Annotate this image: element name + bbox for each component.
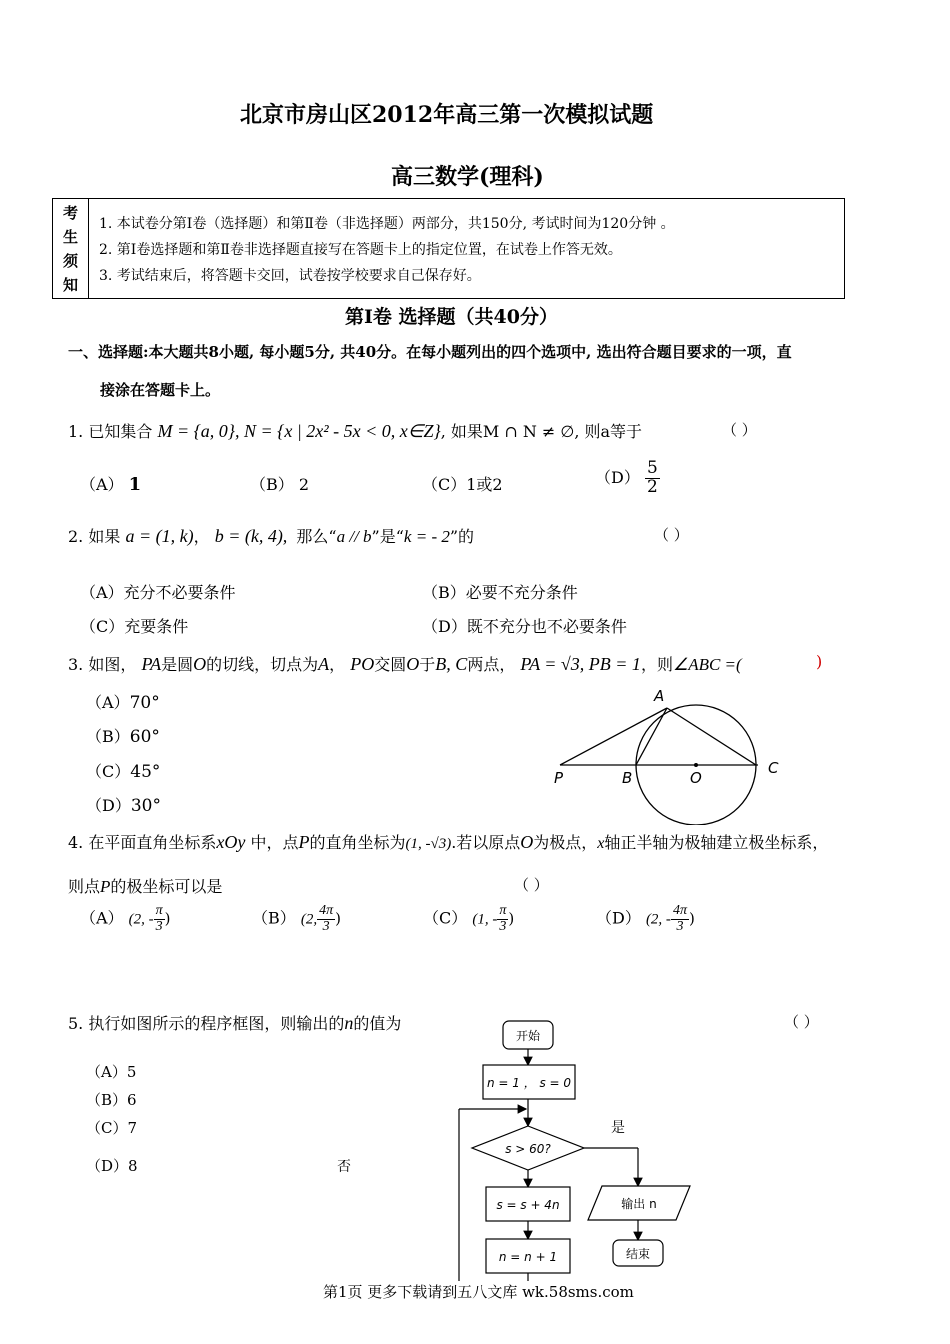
fraction-denominator: 3 <box>499 918 507 934</box>
fraction-denominator: 3 <box>155 918 163 934</box>
q1-stem <box>68 419 642 442</box>
option-value: ) <box>164 909 171 928</box>
q4-stem <box>68 830 828 853</box>
q3-math: O <box>193 654 207 674</box>
q4-text: 为极点， <box>533 833 598 852</box>
q1-set-n: , N = {x | 2x² - 5x < 0, x∈Z} <box>235 421 441 441</box>
flow-update-n-text: n = n + 1 <box>498 1250 558 1264</box>
q4-math: O <box>520 832 534 852</box>
q4-math: x <box>597 835 605 852</box>
q1-tail: , 如果M ∩ N ≠ ∅, 则a等于 <box>440 422 643 441</box>
q4-text: .若以原点 <box>451 833 521 852</box>
q2-prefix: 2. 如果 <box>68 527 121 546</box>
q3-stem <box>68 652 742 675</box>
q5-math: n <box>344 1013 354 1033</box>
option-label: （B） <box>86 727 130 746</box>
option-value: 1 <box>128 474 142 495</box>
q5-flowchart <box>450 1015 700 1300</box>
section-intro: 一、选择题:本大题共8小题, 每小题5分, 共40分。在每小题列出的四个选项中, 选出符合题目要求的一项，直 <box>68 343 792 361</box>
q3-text: 3. 如图， <box>68 655 137 674</box>
flow-yes-label: 是 <box>611 1120 625 1136</box>
option-label: （C） <box>422 475 467 494</box>
q4-text: 中，点 <box>250 833 299 852</box>
q4-math: xOy <box>216 832 246 852</box>
q5-option-c: （C）7 <box>86 1119 138 1137</box>
q2-option-c: （C）充要条件 <box>80 617 189 636</box>
center-dot <box>694 763 698 767</box>
q4-math: P <box>298 832 310 852</box>
q4-option-b <box>252 904 341 934</box>
q2-stem <box>68 524 474 547</box>
q3-math: PA = √3, PB = 1 <box>520 654 641 674</box>
q4-stem-line2 <box>68 874 222 897</box>
option-value: 30° <box>130 796 161 816</box>
notice-label-char: 考 <box>62 203 78 222</box>
q5-option-a: （A）5 <box>86 1063 137 1081</box>
q4-text: 的极坐标可以是 <box>110 877 223 896</box>
q2-option-b: （B）必要不充分条件 <box>422 583 578 602</box>
notice-item: 3. 考试结束后，将答题卡交回，试卷按学校要求自己保存好。 <box>99 268 481 284</box>
q3-option-d <box>86 793 161 816</box>
q3-math: O <box>406 654 420 674</box>
q3-option-a <box>86 690 160 713</box>
q2-vector-b: b = (k, 4), <box>214 526 288 546</box>
label-o: O <box>690 769 702 787</box>
option-label: （B） <box>250 475 294 494</box>
q2-condition: k = - 2 <box>403 527 450 546</box>
notice-box <box>52 198 845 299</box>
fraction-denominator: 2 <box>646 476 658 497</box>
notice-label <box>53 199 89 298</box>
q1-option-d <box>595 460 660 497</box>
q1-option-b <box>250 472 309 495</box>
q5-text: 的值为 <box>353 1014 402 1033</box>
q4-option-c <box>423 904 514 934</box>
q3-text: 交圆 <box>374 655 407 674</box>
notice-item: 2. 第Ⅰ卷选择题和第Ⅱ卷非选择题直接写在答题卡上的指定位置，在试卷上作答无效。 <box>99 242 622 258</box>
option-label: （A） <box>86 693 130 712</box>
q3-text: ，则 <box>640 655 673 674</box>
page-footer: 第1页 更多下载请到五八文库 wk.58sms.com <box>323 1283 634 1301</box>
q2-option-d: （D）既不充分也不必要条件 <box>422 617 627 636</box>
q4-math: (1, -√3) <box>405 836 452 852</box>
flow-end-text: 结束 <box>625 1247 651 1261</box>
flow-decision-text: s > 60? <box>505 1142 551 1156</box>
option-label: （B） <box>252 908 296 928</box>
q2-end: ”的 <box>449 527 475 546</box>
q1-option-a <box>80 472 141 495</box>
fraction-numerator: π <box>155 903 163 918</box>
page-subtitle: 高三数学(理科) <box>391 164 544 190</box>
q3-text: 的切线，切点为 <box>206 655 319 674</box>
option-value: 45° <box>130 762 161 782</box>
option-value: 70° <box>129 693 160 713</box>
q1-set-m: M = {a, 0} <box>157 421 235 441</box>
q3-text: 是圆 <box>161 655 194 674</box>
q4-text: 4. 在平面直角坐标系 <box>68 833 217 852</box>
page-title: 北京市房山区2012年高三第一次模拟试题 <box>240 102 654 128</box>
q1-prefix: 1. 已知集合 <box>68 422 153 441</box>
q4-option-a <box>80 904 171 934</box>
label-p: P <box>554 769 564 787</box>
notice-item: 1. 本试卷分第Ⅰ卷（选择题）和第Ⅱ卷（非选择题）两部分，共150分, 考试时间为120分钟 。 <box>99 216 675 232</box>
q4-text: 则点 <box>68 877 101 896</box>
flow-no-label: 否 <box>337 1159 351 1175</box>
label-c: C <box>768 759 779 777</box>
q4-option-d <box>596 904 695 934</box>
q2-sep: ， <box>193 527 210 546</box>
option-value: 60° <box>129 727 160 747</box>
q3-text: 于 <box>419 655 436 674</box>
fraction-numerator: 4π <box>319 903 334 918</box>
q4-text: 的直角坐标为 <box>309 833 406 852</box>
q1-answer-paren: （ ） <box>722 421 757 439</box>
q3-math: PO <box>350 654 375 674</box>
flow-output-text: 输出 n <box>621 1197 657 1211</box>
q2-is: ”是“ <box>371 527 404 546</box>
q2-parallel: a // b <box>336 527 372 546</box>
fraction-numerator: π <box>499 903 507 918</box>
q3-text: ， <box>329 655 346 674</box>
q5-stem <box>68 1011 401 1034</box>
option-value: (1, - <box>472 911 498 928</box>
label-a: A <box>654 687 665 705</box>
q2-answer-paren: （ ） <box>654 526 689 544</box>
option-label: （D） <box>595 467 640 487</box>
notice-items <box>99 211 675 289</box>
fraction-denominator: 3 <box>676 918 684 934</box>
q2-mid: 那么“ <box>296 527 337 546</box>
option-label: （A） <box>80 475 124 494</box>
option-value: ) <box>508 909 515 928</box>
option-value: (2, - <box>128 911 154 928</box>
q3-option-b <box>86 724 160 747</box>
notice-label-char: 须 <box>62 251 78 270</box>
chord-ac <box>667 708 756 765</box>
q1-option-c <box>422 472 503 495</box>
q3-math: A <box>318 654 330 674</box>
q5-answer-paren: （ ） <box>784 1013 819 1031</box>
option-value: (2, - <box>645 911 671 928</box>
notice-label-char: 生 <box>62 227 78 246</box>
q3-text: 两点， <box>467 655 516 674</box>
option-value: (2, <box>300 911 318 928</box>
flow-init-text: n = 1 ， s = 0 <box>486 1076 572 1090</box>
option-label: （D） <box>86 796 131 815</box>
q3-math: ∠ABC =( <box>672 655 742 674</box>
label-b: B <box>622 769 633 787</box>
q5-option-b: （B）6 <box>86 1091 137 1109</box>
q4-answer-paren: （ ） <box>514 876 549 894</box>
option-value: 2 <box>298 475 310 494</box>
q3-circle-figure <box>540 685 800 825</box>
option-label: （A） <box>80 908 124 928</box>
flow-start-text: 开始 <box>515 1029 541 1043</box>
fraction-numerator: 5 <box>646 458 658 478</box>
flow-update-s-text: s = s + 4n <box>496 1198 560 1212</box>
section-intro-cont: 接涂在答题卡上。 <box>100 381 221 399</box>
q2-option-a: （A）充分不必要条件 <box>80 583 236 602</box>
section-title: 第Ⅰ卷 选择题（共40分） <box>345 306 558 328</box>
q2-vector-a: a = (1, k) <box>125 526 194 546</box>
q5-option-d: （D）8 <box>86 1157 138 1175</box>
q3-close-paren: ) <box>816 652 823 671</box>
option-label: （D） <box>596 908 641 928</box>
fraction-numerator: 4π <box>672 903 687 918</box>
q3-math: B, C <box>435 654 468 674</box>
option-value: ) <box>335 909 341 928</box>
q4-math: P <box>100 877 111 896</box>
option-value: ) <box>688 909 695 928</box>
option-label: （C） <box>86 762 131 781</box>
q3-math: PA <box>141 654 162 674</box>
fraction-denominator: 3 <box>322 918 330 934</box>
q4-text: 轴正半轴为极轴建立极坐标系， <box>604 833 829 852</box>
option-value: 1或2 <box>466 475 503 494</box>
option-label: （C） <box>423 908 468 928</box>
q3-option-c <box>86 759 160 782</box>
notice-label-char: 知 <box>62 275 78 294</box>
q5-text: 5. 执行如图所示的程序框图，则输出的 <box>68 1014 345 1033</box>
